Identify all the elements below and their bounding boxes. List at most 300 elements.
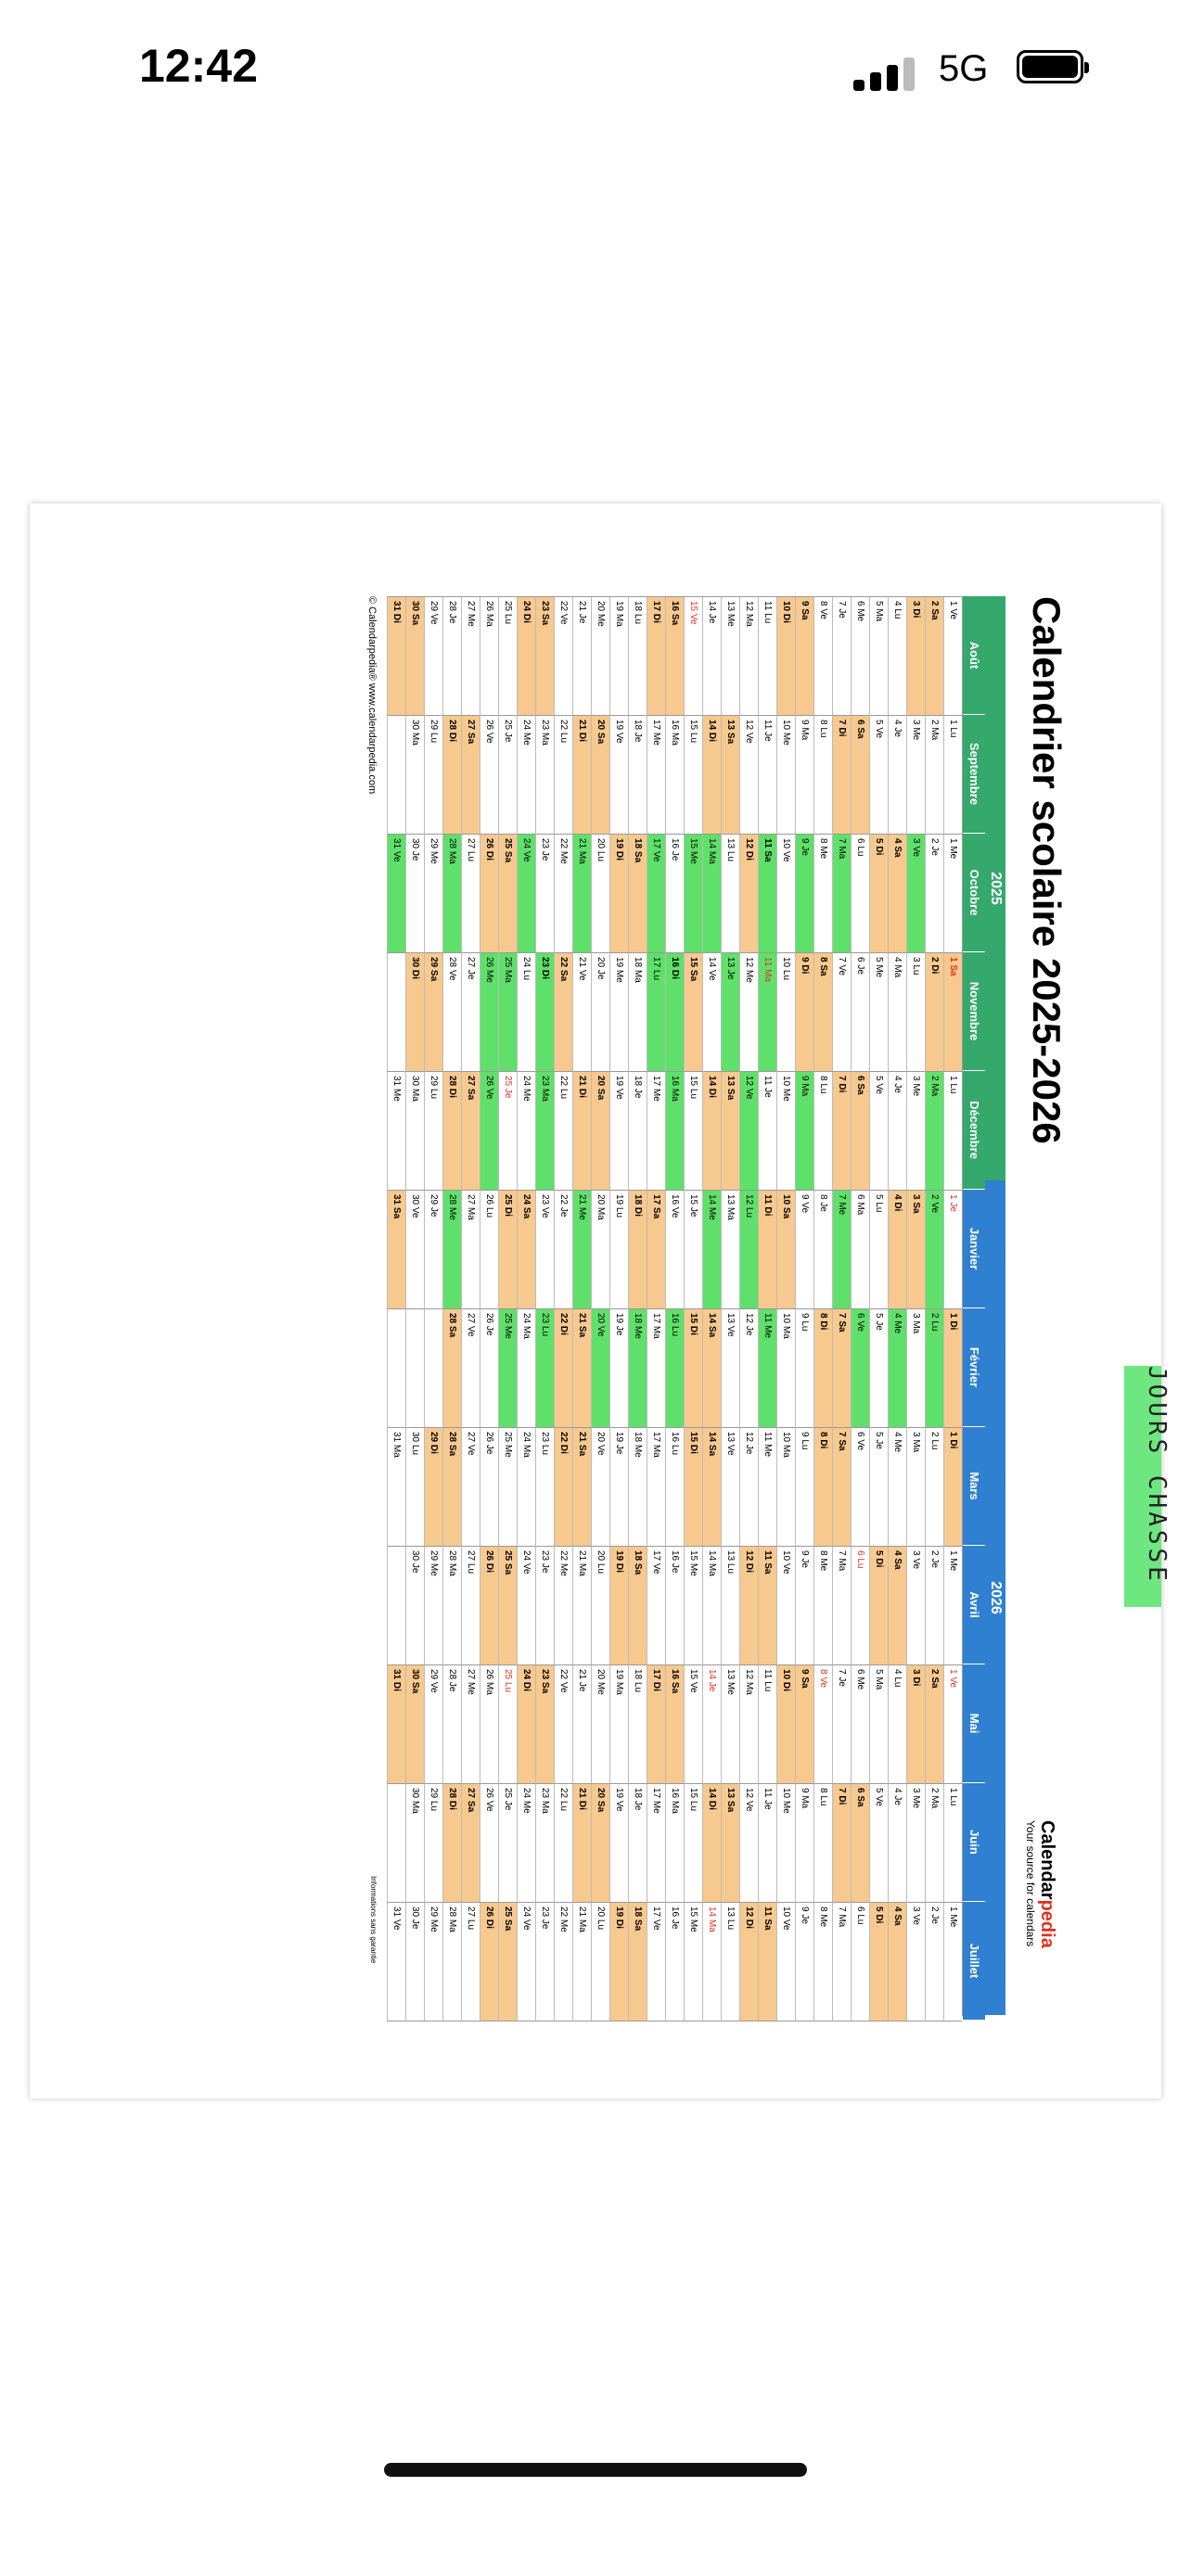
day-cell: 5 Ve [869, 1072, 888, 1191]
day-cell: 7 Di [832, 1072, 851, 1191]
day-cell: 17 Ve [647, 1903, 665, 2021]
day-cell: 4 Je [888, 716, 906, 835]
document-page [30, 504, 1171, 2098]
year-header-2026: 2026 [985, 1180, 1005, 2015]
day-cell: 22 Me [554, 1903, 572, 2021]
day-cell: 17 Ve [647, 835, 665, 953]
day-cell: 7 Ma [832, 835, 851, 953]
day-cell: 30 Ma [405, 716, 424, 835]
month-header: Novembre [963, 952, 985, 1071]
day-cell: 27 Ve [461, 1309, 480, 1428]
day-cell: 4 Je [888, 1072, 906, 1191]
month-column [387, 835, 962, 953]
day-cell: 31 Ve [387, 835, 405, 953]
day-cell: 15 Di [684, 1309, 702, 1428]
day-cell: 2 Ve [925, 1191, 943, 1309]
day-cell: 16 Je [665, 1903, 684, 2021]
day-cell: 29 Ve [424, 597, 442, 716]
day-cell: 2 Di [925, 953, 943, 1072]
handwritten-text: JOURS CHASSE [1143, 1366, 1171, 1585]
day-cell: 26 Di [480, 1903, 498, 2021]
month-header: Avril [963, 1546, 985, 1664]
day-cell: 11 Sa [758, 1903, 776, 2021]
day-cell: 14 Di [702, 1784, 721, 1903]
day-cell: 23 Ma [535, 1072, 554, 1191]
day-cell: 24 Me [517, 1784, 535, 1903]
day-cell: 22 Lu [554, 716, 572, 835]
day-cell: 8 Di [813, 1428, 832, 1547]
day-cell: 27 Sa [461, 716, 480, 835]
day-cell: 4 Sa [888, 835, 906, 953]
day-cell: 9 Ma [795, 1072, 813, 1191]
day-cell: 8 Sa [813, 953, 832, 1072]
day-cell: 15 Ve [684, 597, 702, 716]
day-cell: 12 Di [739, 1547, 758, 1665]
day-cell: 4 Ma [888, 953, 906, 1072]
document-title: Calendrier scolaire 2025-2026 [1025, 596, 1069, 1144]
day-cell: 1 Me [943, 1547, 962, 1665]
day-cell: 6 Ma [851, 1191, 869, 1309]
day-cell: 8 Lu [813, 1072, 832, 1191]
day-cell: 31 Sa [387, 1191, 405, 1309]
day-cell: 1 Je [943, 1191, 962, 1309]
day-cell: 18 Sa [628, 835, 647, 953]
day-cell: 23 Je [535, 1547, 554, 1665]
day-cell: 25 Ma [498, 953, 517, 1072]
day-cell: 3 Me [906, 1072, 925, 1191]
day-cell: 29 Me [424, 835, 442, 953]
day-cell: 22 Me [554, 1547, 572, 1665]
day-cell: 1 Di [943, 1309, 962, 1428]
day-cell: 27 Me [461, 597, 480, 716]
day-cell: 28 Sa [442, 1309, 461, 1428]
month-header: Mars [963, 1427, 985, 1546]
day-cell: 9 Je [795, 1547, 813, 1665]
day-cell: 18 Je [628, 716, 647, 835]
day-cell: 14 Di [702, 716, 721, 835]
day-cell: 8 Ve [813, 1665, 832, 1784]
day-cell: 28 Ma [442, 1547, 461, 1665]
day-cell: 13 Sa [721, 716, 739, 835]
day-cell: 5 Je [869, 1428, 888, 1547]
day-cell: 7 Je [832, 597, 851, 716]
month-column [387, 953, 962, 1072]
brand-tagline: Your source for calendars [1024, 1820, 1037, 1947]
day-cell: 5 Di [869, 1903, 888, 2021]
day-cell: 29 Me [424, 1547, 442, 1665]
day-cell: 25 Me [498, 1428, 517, 1547]
day-cell: 22 Sa [554, 953, 572, 1072]
day-cell: 1 Ve [943, 597, 962, 716]
day-cell: 11 Ma [758, 953, 776, 1072]
day-cell [424, 1309, 442, 1428]
day-cell: 5 Lu [869, 1191, 888, 1309]
day-cell: 10 Ve [776, 835, 795, 953]
day-cell: 23 Je [535, 835, 554, 953]
day-cell: 14 Ma [702, 1903, 721, 2021]
day-cell: 26 Ve [480, 1072, 498, 1191]
day-cell: 3 Me [906, 716, 925, 835]
day-cell: 21 Di [572, 1072, 591, 1191]
day-cell: 18 Me [628, 1309, 647, 1428]
day-cell: 7 Di [832, 1784, 851, 1903]
day-cell: 6 Lu [851, 835, 869, 953]
day-cell: 9 Ma [795, 1784, 813, 1903]
day-cell: 23 Sa [535, 1665, 554, 1784]
day-cell: 29 Di [424, 1428, 442, 1547]
day-cell: 19 Me [609, 953, 628, 1072]
day-cell: 28 Me [442, 1191, 461, 1309]
day-cell: 7 Je [832, 1665, 851, 1784]
day-cell: 21 Sa [572, 1309, 591, 1428]
day-cell: 22 Je [554, 1191, 572, 1309]
day-cell: 11 Lu [758, 597, 776, 716]
day-cell: 28 Ve [442, 953, 461, 1072]
month-header: Décembre [963, 1071, 985, 1190]
day-cell: 27 Je [461, 953, 480, 1072]
day-cell: 26 Ma [480, 1665, 498, 1784]
day-cell: 11 Je [758, 716, 776, 835]
day-cell: 16 Sa [665, 597, 684, 716]
day-cell: 4 Sa [888, 1903, 906, 2021]
day-cell: 13 Sa [721, 1072, 739, 1191]
day-cell: 10 Me [776, 1784, 795, 1903]
day-cell: 9 Sa [795, 597, 813, 716]
day-cell: 4 Je [888, 1784, 906, 1903]
day-cell: 28 Ma [442, 1903, 461, 2021]
day-cell: 17 Ma [647, 1309, 665, 1428]
day-cell: 7 Ma [832, 1903, 851, 2021]
day-cell: 2 Lu [925, 1428, 943, 1547]
day-cell: 16 Lu [665, 1428, 684, 1547]
day-cell: 23 Ma [535, 1784, 554, 1903]
day-cell: 6 Sa [851, 1072, 869, 1191]
day-cell [387, 953, 405, 1072]
day-cell: 12 Ve [739, 1784, 758, 1903]
day-cell: 8 Di [813, 1309, 832, 1428]
day-cell: 6 Lu [851, 1547, 869, 1665]
day-cell: 10 Ma [776, 1428, 795, 1547]
month-header: Juin [963, 1783, 985, 1902]
day-cell: 18 Lu [628, 1665, 647, 1784]
day-cell: 27 Ve [461, 1428, 480, 1547]
day-cell: 26 Di [480, 835, 498, 953]
day-cell: 15 Je [684, 1191, 702, 1309]
day-cell: 21 Ma [572, 1903, 591, 2021]
day-cell: 11 Me [758, 1428, 776, 1547]
day-cell: 24 Sa [517, 1191, 535, 1309]
day-cell: 13 Me [721, 597, 739, 716]
day-cell: 25 Di [498, 1191, 517, 1309]
day-cell: 1 Ve [943, 1665, 962, 1784]
day-cell: 28 Je [442, 597, 461, 716]
day-cell: 8 Lu [813, 1784, 832, 1903]
day-cell [387, 716, 405, 835]
day-cell: 13 Lu [721, 1547, 739, 1665]
day-cell: 16 Ma [665, 1072, 684, 1191]
day-cell: 27 Lu [461, 1903, 480, 2021]
month-column [387, 1309, 962, 1428]
day-cell: 14 Je [702, 1665, 721, 1784]
day-cell: 6 Ve [851, 1309, 869, 1428]
day-cell: 31 Di [387, 1665, 405, 1784]
day-cell: 9 Ma [795, 716, 813, 835]
day-cell: 12 Di [739, 1903, 758, 2021]
day-cell: 22 Ve [554, 597, 572, 716]
day-cell: 20 Lu [591, 1547, 609, 1665]
day-cell: 24 Di [517, 597, 535, 716]
day-cell: 12 Je [739, 1428, 758, 1547]
day-cell: 6 Ve [851, 1428, 869, 1547]
day-cell: 4 Sa [888, 1547, 906, 1665]
day-cell: 16 Sa [665, 1665, 684, 1784]
day-cell: 11 Lu [758, 1665, 776, 1784]
day-cell: 22 Ve [554, 1665, 572, 1784]
day-cell: 21 Ve [572, 953, 591, 1072]
day-cell: 17 Sa [647, 1191, 665, 1309]
day-cell: 18 Sa [628, 1903, 647, 2021]
day-cell: 12 Me [739, 953, 758, 1072]
day-cell: 7 Me [832, 1191, 851, 1309]
day-cell: 1 Lu [943, 1072, 962, 1191]
day-cell: 21 Je [572, 1665, 591, 1784]
day-cell: 17 Ma [647, 1428, 665, 1547]
day-cell: 29 Sa [424, 953, 442, 1072]
day-cell: 26 Me [480, 953, 498, 1072]
day-cell: 11 Je [758, 1072, 776, 1191]
day-cell: 15 Me [684, 1547, 702, 1665]
day-cell: 14 Di [702, 1072, 721, 1191]
day-cell: 3 Sa [906, 1191, 925, 1309]
signal-icon [853, 54, 920, 91]
day-cell: 13 Lu [721, 1903, 739, 2021]
day-cell: 15 Ve [684, 1665, 702, 1784]
day-cell: 17 Ve [647, 1547, 665, 1665]
document-footer: © Calendarpedia® www.calendarpedia.com [366, 596, 378, 795]
day-cell: 5 Ve [869, 716, 888, 835]
day-cell: 13 Lu [721, 835, 739, 953]
disclaimer: Informations sans garantie [369, 1876, 378, 1964]
rotated-calendar [141, 596, 1069, 2024]
day-cell: 21 Di [572, 716, 591, 835]
day-cell: 23 Ve [535, 1191, 554, 1309]
day-cell: 30 Je [405, 1903, 424, 2021]
day-cell: 21 Ma [572, 1547, 591, 1665]
day-cell: 1 Me [943, 835, 962, 953]
day-cell: 20 Ma [591, 1191, 609, 1309]
day-cell: 12 Ve [739, 716, 758, 835]
day-cell: 10 Ve [776, 1903, 795, 2021]
day-cell: 4 Me [888, 1428, 906, 1547]
day-cell: 22 Lu [554, 1784, 572, 1903]
day-cell: 4 Di [888, 1191, 906, 1309]
day-cell: 6 Me [851, 1665, 869, 1784]
day-cell: 30 Di [405, 953, 424, 1072]
day-cell: 6 Me [851, 597, 869, 716]
day-cell: 24 Ve [517, 1903, 535, 2021]
network-type: 5G [939, 48, 989, 89]
day-cell: 26 Je [480, 1309, 498, 1428]
day-cell: 13 Je [721, 953, 739, 1072]
day-cell: 5 Di [869, 1547, 888, 1665]
day-cell: 26 Je [480, 1428, 498, 1547]
day-cell: 12 Ma [739, 597, 758, 716]
day-cell: 2 Sa [925, 597, 943, 716]
day-cell: 3 Di [906, 1665, 925, 1784]
day-cell: 21 Ma [572, 835, 591, 953]
day-cell: 20 Me [591, 1665, 609, 1784]
day-cell: 24 Ma [517, 1428, 535, 1547]
day-cell: 21 Je [572, 597, 591, 716]
day-cell: 3 Ma [906, 1428, 925, 1547]
day-cell: 28 Je [442, 1665, 461, 1784]
day-cell: 19 Lu [609, 1191, 628, 1309]
day-cell: 12 Ve [739, 1072, 758, 1191]
month-header: Juillet [963, 1902, 985, 2021]
day-cell: 13 Sa [721, 1784, 739, 1903]
day-cell [387, 1309, 405, 1428]
day-cell: 20 Ve [591, 1428, 609, 1547]
day-cell [405, 1309, 424, 1428]
day-cell: 16 Di [665, 953, 684, 1072]
month-column [387, 597, 962, 716]
day-cell: 27 Lu [461, 1547, 480, 1665]
day-cell: 3 Lu [906, 953, 925, 1072]
day-cell: 27 Ma [461, 1191, 480, 1309]
day-cell: 30 Ma [405, 1072, 424, 1191]
day-cell: 16 Je [665, 1547, 684, 1665]
day-cell: 9 Je [795, 1903, 813, 2021]
day-cell: 29 Je [424, 1191, 442, 1309]
day-cell: 26 Di [480, 1547, 498, 1665]
day-cell: 8 Je [813, 1191, 832, 1309]
day-cell: 11 Di [758, 1191, 776, 1309]
day-cell: 6 Lu [851, 1903, 869, 2021]
day-cell: 7 Ma [832, 1547, 851, 1665]
day-cell: 29 Lu [424, 1072, 442, 1191]
day-cell: 17 Me [647, 716, 665, 835]
day-cell: 7 Di [832, 716, 851, 835]
day-cell: 4 Me [888, 1309, 906, 1428]
day-cell: 19 Je [609, 1428, 628, 1547]
day-cell: 17 Di [647, 597, 665, 716]
day-cell: 30 Lu [405, 1428, 424, 1547]
day-cell: 7 Ve [832, 953, 851, 1072]
day-cell: 20 Je [591, 953, 609, 1072]
day-cell: 3 Ve [906, 835, 925, 953]
day-cell: 18 Je [628, 1072, 647, 1191]
month-header-row [963, 596, 985, 2015]
day-cell: 18 Di [628, 1191, 647, 1309]
day-cell: 16 Je [665, 835, 684, 953]
day-cell: 5 Je [869, 1309, 888, 1428]
day-cell: 1 Di [943, 1428, 962, 1547]
day-cell: 15 Lu [684, 1072, 702, 1191]
day-cell: 30 Je [405, 835, 424, 953]
home-indicator[interactable] [384, 2463, 807, 2477]
day-cell: 29 Ve [424, 1665, 442, 1784]
month-column [387, 1191, 962, 1309]
day-cell: 13 Ma [721, 1191, 739, 1309]
day-cell: 16 Ma [665, 1784, 684, 1903]
day-cell: 23 Lu [535, 1428, 554, 1547]
day-cell: 19 Ve [609, 716, 628, 835]
day-cell: 2 Je [925, 1547, 943, 1665]
month-header: Février [963, 1308, 985, 1427]
day-cell: 27 Sa [461, 1784, 480, 1903]
day-cell: 12 Lu [739, 1191, 758, 1309]
day-cell: 3 Ve [906, 1547, 925, 1665]
day-cell: 20 Sa [591, 1072, 609, 1191]
day-cell: 13 Me [721, 1665, 739, 1784]
day-cell: 12 Di [739, 835, 758, 953]
day-cell: 18 Lu [628, 597, 647, 716]
day-cell: 11 Je [758, 1784, 776, 1903]
day-cell: 27 Sa [461, 1072, 480, 1191]
day-cell: 28 Di [442, 1784, 461, 1903]
day-cell: 15 Me [684, 1903, 702, 2021]
day-cell: 29 Lu [424, 1784, 442, 1903]
day-cell: 10 Me [776, 1072, 795, 1191]
day-cell: 9 Ve [795, 1191, 813, 1309]
day-cell: 1 Lu [943, 716, 962, 835]
day-cell: 24 Ve [517, 835, 535, 953]
month-column [387, 1547, 962, 1665]
day-cell: 6 Sa [851, 716, 869, 835]
day-cell: 3 Ve [906, 1903, 925, 2021]
day-cell: 5 Me [869, 953, 888, 1072]
day-cell: 14 Me [702, 1191, 721, 1309]
day-cell: 13 Ve [721, 1309, 739, 1428]
day-cell: 2 Sa [925, 1665, 943, 1784]
day-cell: 14 Sa [702, 1428, 721, 1547]
day-cell: 27 Lu [461, 835, 480, 953]
day-cell: 26 Lu [480, 1191, 498, 1309]
day-cell: 15 Lu [684, 716, 702, 835]
day-cell: 18 Je [628, 1784, 647, 1903]
month-header: Septembre [963, 715, 985, 834]
day-cell: 19 Di [609, 1547, 628, 1665]
day-cell: 25 Lu [498, 597, 517, 716]
day-cell: 19 Ve [609, 1072, 628, 1191]
day-cell: 25 Sa [498, 835, 517, 953]
day-cell: 12 Ma [739, 1665, 758, 1784]
day-cell: 31 Di [387, 597, 405, 716]
day-cell: 10 Di [776, 597, 795, 716]
day-cell: 17 Di [647, 1665, 665, 1784]
day-cell: 26 Ve [480, 1784, 498, 1903]
battery-icon [1017, 50, 1083, 83]
day-cell: 24 Lu [517, 953, 535, 1072]
day-cell [387, 1547, 405, 1665]
day-cell: 15 Sa [684, 953, 702, 1072]
day-cell: 19 Ve [609, 1784, 628, 1903]
month-column [387, 1428, 962, 1547]
day-cell: 19 Ma [609, 1665, 628, 1784]
day-cell: 30 Ve [405, 1191, 424, 1309]
day-cell: 19 Di [609, 835, 628, 953]
day-cell: 14 Je [702, 597, 721, 716]
day-cell: 3 Di [906, 597, 925, 716]
day-cell: 17 Me [647, 1072, 665, 1191]
year-header-2025: 2025 [985, 596, 1005, 1180]
brand-logo [1036, 1820, 1057, 1948]
day-cell: 15 Me [684, 835, 702, 953]
day-cell: 2 Je [925, 835, 943, 953]
day-cell: 8 Me [813, 1903, 832, 2021]
day-cell: 24 Me [517, 1072, 535, 1191]
month-header: Janvier [963, 1190, 985, 1308]
